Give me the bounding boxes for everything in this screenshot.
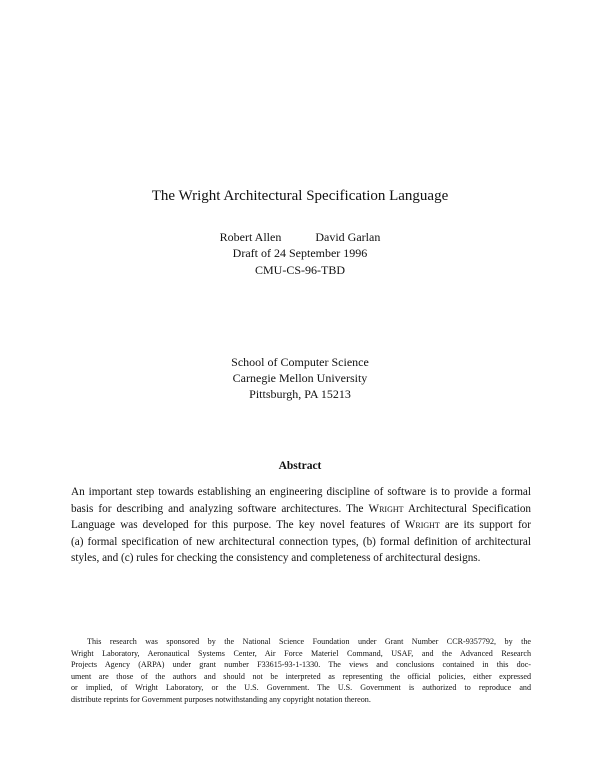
- abstract-line: [71, 501, 531, 518]
- footnote-line: or implied, of Wright Laboratory, or the U.S. Government. The U.S. Government is authorized to reproduce and: [71, 683, 531, 692]
- abstract-line: [71, 550, 531, 567]
- footnote-line: Projects Agency (ARPA) under grant number F33615-93-1-1330. The views and conclusions contained in this doc-: [71, 660, 531, 669]
- paper-title: The Wright Architectural Specification Language: [151, 188, 449, 204]
- abstract-text: (a) formal specification of new architectural connection types, (b) formal definition of architectural: [71, 535, 531, 548]
- author-name: David Garlan: [315, 230, 381, 244]
- abstract-text: are its support for: [439, 519, 531, 531]
- abstract-text: Language was developed for this purpose. The key novel features of: [71, 519, 405, 531]
- abstract-text: basis for describing and analyzing software architectures. The: [71, 502, 369, 515]
- wright-small-caps: Wright: [404, 519, 440, 531]
- abstract-heading: Abstract: [278, 460, 322, 472]
- author-name: Robert Allen: [219, 230, 282, 244]
- footnote-line: ument are those of the authors and should not be interpreted as representing the official policies, either expressed: [71, 671, 531, 681]
- abstract-body: [71, 484, 531, 567]
- affiliation-line: Carnegie Mellon University: [232, 371, 368, 385]
- footnote-line: This research was sponsored by the National Science Foundation under Grant Number CCR-9357792, by the: [87, 637, 531, 646]
- wright-small-caps: Wright: [368, 502, 404, 515]
- author-line: [0, 229, 600, 245]
- abstract-line: [71, 484, 531, 501]
- abstract-text: An important step towards establishing an engineering discipline of software is to provide a formal: [71, 486, 531, 498]
- affiliation-line: School of Computer Science: [231, 355, 369, 369]
- abstract-line: [71, 534, 531, 551]
- footnote-line: distribute reprints for Government purposes notwithstanding any copyright notation thereon.: [71, 694, 371, 704]
- affiliation-line: Pittsburgh, PA 15213: [249, 387, 351, 401]
- funding-footnote: [71, 636, 531, 705]
- draft-date: Draft of 24 September 1996: [232, 246, 368, 260]
- report-number: CMU-CS-96-TBD: [254, 263, 345, 277]
- abstract-line: [71, 517, 531, 534]
- footnote-line: Wright Laboratory, Aeronautical Systems Center, Air Force Materiel Command, USAF, and the Advanced Research: [71, 648, 531, 658]
- abstract-text: Architectural Specification: [403, 502, 532, 515]
- abstract-text: styles, and (c) rules for checking the consistency and completeness of architectural designs.: [71, 552, 481, 564]
